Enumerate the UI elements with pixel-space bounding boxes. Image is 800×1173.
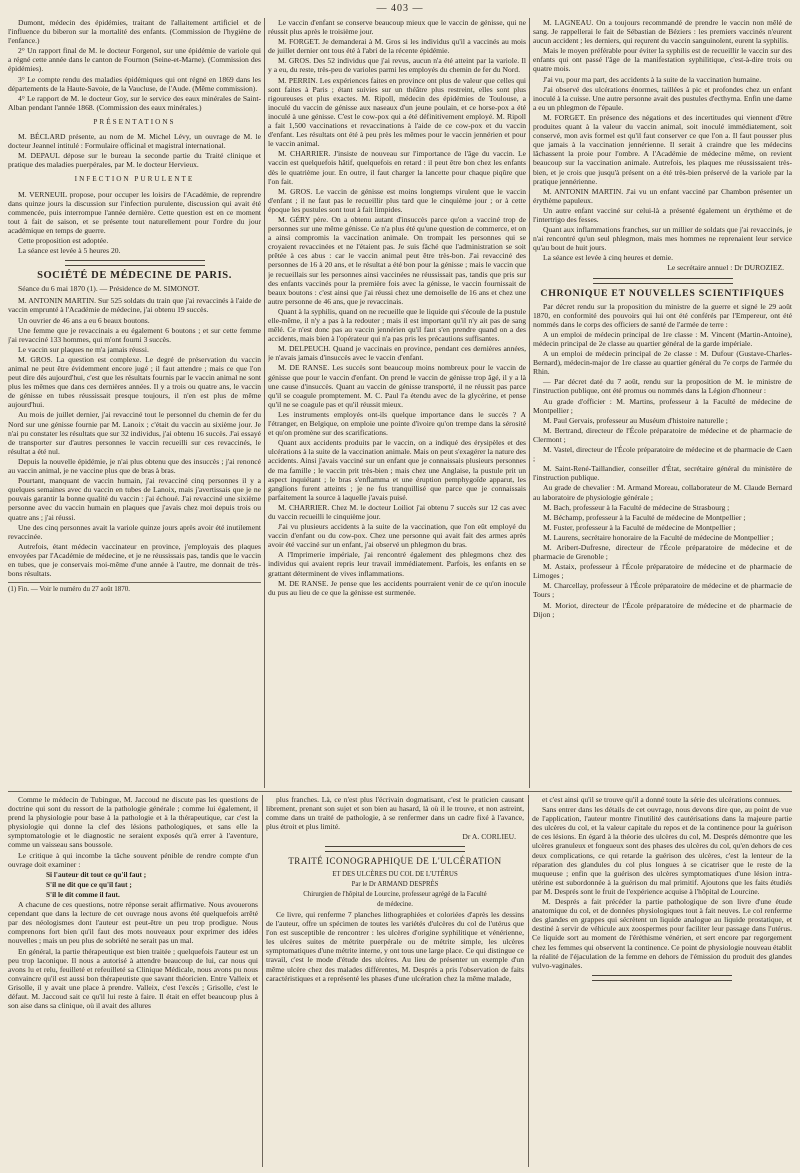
paragraph: Au mois de juillet dernier, j'ai revacciné tout le personnel du chemin de fer du Nord sur une génisse fournie par M. Lanoix ; c'était du vaccin au sixième jour. Je n'ai pu constater les résultats que sur 32 individus, j'ai obtenu 16 succès. J'ai essayé de transporter sur d'autres personnes le vaccin recueilli sur ces revaccinés, le résultat a été nul. <box>8 410 261 456</box>
paragraph: Cette proposition est adoptée. <box>18 235 109 245</box>
paragraph: Pourtant, manquant de vaccin humain, j'ai revacciné cinq personnes il y a quelques semaines avec du vaccin en tubes de Lanoix, mais j'avertissais que je ne pouvais garantir la bonne qualité du vaccin : j'ai échoué. J'ai revacciné une sixième personne avec du vaccin humain en plaques que j'avais chez moi depuis trois ou quatre ans ; j'ai réussi. <box>8 476 261 522</box>
paragraph: 2° Un rapport final de M. le docteur Forgenol, sur une épidémie de variole qui a régné cette année dans le canton de Fournon (Seine-et-Marne). (Commission des épidémies). <box>8 46 261 74</box>
paragraph: M. Després a fait précéder la partie pathologique de son livre d'une étude anatomique du col, et de données physiologiques tout à fait neuves. Le col renferme des glandes en grappes qui sécrètent un liquide analogue au liquide prostatique, et destiné à servir de véhicule aux zoospermes pour faciliter leur passage dans l'utérus. Ce liquide sort au moment de l'éréthisme vénérien, et sert encore par regorgement chez les femmes qui observent la continence. Ce point de physiologie nouveau établit la réalité de l'éjaculation de la femme en dehors de l'émission du produit des glandes vulvo-vaginales. <box>532 897 792 970</box>
paragraph: M. Charcellay, professeur à l'École préparatoire de médecine et de pharmacie de Tours ; <box>533 581 792 600</box>
ornament-rule <box>592 975 732 981</box>
bottom-column-3 <box>532 795 792 1167</box>
verse-line: S'il ne dit que ce qu'il faut ; <box>46 879 132 889</box>
paragraph: M. GROS. Le vaccin de génisse est moins longtemps virulent que le vaccin d'enfant ; il ne faut pas le recueillir plus tard que le cinquième jour ; or à cette époque les pustules sont tout à fait limpides. <box>268 186 526 214</box>
verse-line: S'il le dit comme il faut. <box>46 889 120 899</box>
paragraph: J'ai vu, pour ma part, des accidents à la suite de la vaccination humaine. <box>543 74 762 84</box>
paragraph: Le critique à qui incombe la tâche souvent pénible de rendre compte d'un ouvrage doit examiner : <box>8 850 258 869</box>
paragraph: M. Paul Gervais, professeur au Muséum d'histoire naturelle ; <box>543 415 728 425</box>
signature-line: Le secrétaire annuel : Dr DUROZIEZ. <box>667 263 784 273</box>
paragraph: M. LAGNEAU. On a toujours recommandé de prendre le vaccin non mêlé de sang. Je rappellerai le fait de Sébastian de Béziers : les premiers vaccinés n'eurent aucun accident ; les derniers, qui reçurent du vaccin sanguinolent, eurent la syphilis. <box>533 18 792 46</box>
paragraph: La séance est levée à cinq heures et demie. <box>543 253 674 263</box>
paragraph: M. DELPEUCH. Quand je vaccinais en province, pendant ces dernières années, je n'avais jamais d'insuccès avec le vaccin d'enfant. <box>268 344 526 363</box>
paragraph: A l'Imprimerie impériale, j'ai rencontré également des phlegmons chez des individus qui avaient repris leur travail immédiatement. Parfois, les enfants en se grattant déterminent de vives inflammations. <box>268 550 526 578</box>
paragraph: M. ANTONIN MARTIN. Sur 525 soldats du train que j'ai revaccinés à l'aide de vaccin emprunté à l'Académie de médecine, j'ai obtenu 19 succès. <box>8 296 261 315</box>
verse-line: Si l'auteur dit tout ce qu'il faut ; <box>46 869 147 879</box>
review-affiliation: de médecine. <box>377 900 413 908</box>
paragraph: A chacune de ces questions, notre réponse serait affirmative. Nous avouerons cependant que dans la lecture de cet ouvrage nous avons été quelquefois arrêté par des néologismes dont l'auteur est peut-être un peu trop prodigue. Nous comprenons fort bien qu'il faut des mots nouveaux pour exprimer des idées nouvelles ; mais un peu plus de sobriété ne serait pas un mal. <box>8 900 258 946</box>
ornament-rule <box>593 278 733 284</box>
paragraph: M. Astaix, professeur à l'École préparatoire de médecine et de pharmacie de Limoges ; <box>533 562 792 581</box>
paragraph: M. Moriot, directeur de l'École préparatoire de médecine et de pharmacie de Dijon ; <box>533 600 792 619</box>
column-divider <box>262 795 263 1167</box>
column-1 <box>8 18 261 788</box>
section-heading-infection: INFECTION PURULENTE <box>74 175 195 184</box>
paragraph: M. Bertrand, directeur de l'École préparatoire de médecine et de pharmacie de Clermont ; <box>533 425 792 444</box>
paragraph: Quant à la syphilis, quand on ne recueille que le liquide qui s'écoule de la pustule elle-même, il n'y a pas à la redouter ; mais il est important qu'il n'y ait pas de sang mêlé. Ce n'est donc pas au vaccin jennérien qu'il faut s'en prendre quand on a des accidents, mais bien à l'opérateur qui n'a pas pris les précautions suffisantes. <box>268 306 526 344</box>
ornament-rule <box>65 260 205 266</box>
paragraph: Au grade de chevalier : M. Armand Moreau, collaborateur de M. Claude Bernard au laboratoire de physiologie générale ; <box>533 483 792 502</box>
paragraph: En général, la partie thérapeutique est bien traitée ; quelquefois l'auteur est un peu trop laconique. Il nous a autorisé à attendre beaucoup de lui, car nous qui avons lu et relu, feuilleté et refeuilleté sa Clinique Médicale, nous avons pu nous convaincre qu'il est aussi bon thérapeutiste que savant théoricien. Entre Valleix et Grisolle, il y avait une place à prendre. Valleix, c'est l'excès ; Grisolle, c'est le défaut. M. Jaccoud sait ce qu'il lui reste à faire. Il était en effet beaucoup plus à son aise dans sa clinique, où il avait des allures <box>8 946 258 1011</box>
paragraph: Le vaccin sur plaques ne m'a jamais réussi. <box>18 344 149 354</box>
chronicle-title: CHRONIQUE ET NOUVELLES SCIENTIFIQUES <box>540 287 785 299</box>
paragraph: M. DE RANSE. Je pense que les accidents pourraient venir de ce qu'on inocule du pus au lieu de ce que la génisse est surmenée. <box>268 578 526 597</box>
paragraph: M. Aribert-Dufresne, directeur de l'École préparatoire de médecine et de pharmacie de Grenoble ; <box>533 542 792 562</box>
column-divider <box>264 18 265 788</box>
paragraph: — Par décret daté du 7 août, rendu sur la proposition de M. le ministre de l'instruction publique, ont été promus ou nommés dans la Légion d'honneur : <box>533 377 792 396</box>
paragraph: 3° Le compte rendu des maladies épidémiques qui ont régné en 1869 dans les départements de la Haute-Savoie, de la Vaucluse, de l'Aude. (Même commission). <box>8 74 261 93</box>
paragraph: Dumont, médecin des épidémies, traitant de l'allaitement artificiel et de l'influence du biberon sur la mortalité des enfants. (Commission de l'hygiène de l'enfance.) <box>8 18 261 46</box>
paragraph: Sans entrer dans les détails de cet ouvrage, nous devons dire que, au point de vue de l'application, l'auteur montre l'inutilité des cautérisations dans la majeure partie des ulcères du col, et la valeur capitale du repos et de la continence pour la guérison de ces lésions. En égard à la théorie des ulcères du col, M. Després démontre que les ulcères granuleux et fongueux sont des phases des ulcères du col, qu'en dehors de ces deux complications, ce qui retarde la guérison des ulcères, c'est la lenteur de la réparation des glandules du col plus longues à se cicatriser que le reste de la muqueuse ; enfin que la guérison des ulcères symptomatiques d'une lésion intra-utérine est subordonnée à la guérison du mal primitif. Ajoutons que les faits étudiés par M. Després sont le fruit de l'expérience acquise à l'hôpital de Lourcine. <box>532 805 792 896</box>
paragraph: J'ai observé des ulcérations énormes, taillées à pic et profondes chez un enfant inoculé à la cuisse. Une autre personne avait des pustules d'ecthyma. Enfin une dame a eu un phlegmon de l'épaule. <box>533 84 792 112</box>
column-divider <box>528 795 529 1167</box>
paragraph: Un autre enfant vacciné sur celui-là a présenté également un érythème et de l'intertrigo des fesses. <box>533 205 792 224</box>
paragraph: A un emploi de médecin principal de 1re classe : M. Vincent (Martin-Antoine), médecin principal de 2e classe au quartier général de la garde impériale. <box>533 329 792 348</box>
paragraph: A un emploi de médecin principal de 2e classe : M. Dufour (Gustave-Charles-Bernard), médecin-major de 1re classe au quartier général du 7e corps de l'armée du Rhin. <box>533 349 792 377</box>
page-number: — 403 — <box>376 3 424 14</box>
paragraph: M. DEPAUL dépose sur le bureau la seconde partie du Traité clinique et pratique des maladies puerpérales, par M. le docteur Hervieux. <box>8 151 261 170</box>
paragraph: M. Laurens, secrétaire honoraire de la Faculté de médecine de Montpellier ; <box>543 532 774 542</box>
paragraph: plus franches. Là, ce n'est plus l'écrivain dogmatisant, c'est le praticien causant librement, prenant son sujet et son bien au hasard, là où il le trouve, et non astreint, comme dans un traité de pathologie, à se renfermer dans un cadre fixé à l'avance, plus étroit et plus limité. <box>266 795 524 832</box>
society-title: SOCIÉTÉ DE MÉDECINE DE PARIS. <box>37 270 232 282</box>
paragraph: J'ai vu plusieurs accidents à la suite de la vaccination, que l'on eût employé du vaccin d'enfant ou du cow-pox. Chez une personne qui avait fait des armes après avoir été vacciné sur un enfant, j'ai observé un phlegmon du bras. <box>268 522 526 550</box>
session-line: Séance du 6 mai 1870 (1). — Présidence de M. SIMONOT. <box>18 284 200 294</box>
paragraph: Les instruments employés ont-ils quelque importance dans le succès ? A l'étranger, en Belgique, on emploie une pointe d'ivoire qu'on trempe dans la sérosité et qu'on promène sur des scarifications. <box>268 409 526 438</box>
paragraph: Une des cinq personnes avait la variole quinze jours après avoir été inutilement revaccinée. <box>8 522 261 541</box>
paragraph: et c'est ainsi qu'il se trouve qu'il a donné toute la série des ulcérations connues. <box>542 795 781 804</box>
paragraph: Autrefois, étant médecin vaccinateur en province, j'employais des plaques envoyées par l'Académie de médecine, et je ne réussissais pas, tandis que le vaccin en tubes, que je conservais moi-même d'une année à l'autre, me donnait de très-bons résultats. <box>8 541 261 579</box>
paragraph: M. BÉCLARD présente, au nom de M. Michel Lévy, un ouvrage de M. le docteur Jeannel intitulé : Formulaire officinal et magistral international. <box>8 132 261 151</box>
paragraph: M. Fuster, professeur à la Faculté de médecine de Montpellier ; <box>543 522 736 532</box>
paragraph: 4° Le rapport de M. le docteur Goy, sur le service des eaux minérales de Saint-Alban pendant l'année 1868. (Commission des eaux minérales.) <box>8 93 261 112</box>
bottom-column-1 <box>8 795 258 1167</box>
section-heading-presentations: PRÉSENTATIONS <box>93 117 176 126</box>
review-author: Par le Dr ARMAND DESPRÈS <box>351 880 439 888</box>
paragraph: M. ANTONIN MARTIN. J'ai vu un enfant vacciné par Chambon présenter un érythème papuleux. <box>533 186 792 205</box>
paragraph: Une femme que je revaccinais a eu également 6 boutons ; et sur cette femme j'ai revacciné 133 hommes, qui m'ont fourni 3 succès. <box>8 325 261 344</box>
column-2 <box>268 18 526 788</box>
review-title: TRAITÉ ICONOGRAPHIQUE DE L'ULCÉRATION <box>288 856 502 867</box>
review-subtitle: ET DES ULCÈRES DU COL DE L'UTÉRUS <box>332 870 458 878</box>
footnote: (1) Fin. — Voir le numéro du 27 août 1870. <box>8 582 261 594</box>
paragraph: M. VERNEUIL propose, pour occuper les loisirs de l'Académie, de reprendre dans quinze jours la discussion sur l'infection purulente, discussion qui avait été commencée, puis interrompue l'année dernière. Cette question est en ce moment tout à fait de saison, et se présente tout naturellement pour l'ordre du jour académique en temps de guerre. <box>8 189 261 235</box>
paragraph: M. PERRIN. Les expériences faites en province ont plus de valeur que celles qui sont faites à Paris ; étant suivies sur un théâtre plus restreint, elles sont plus rigoureuses et plus exactes. M. Ripoll, médecin des épidémies de Toulouse, a inoculé du vaccin de génisse aux naseaux d'un jeune poulain, et ce horse-pox a été inoculé à une génisse. C'est le cow-pox qui a été définitivement employé. M. Ripoll a fait 1,500 vaccinations et revaccinations à l'aide de ce cow-pox et du vaccin d'enfant. Les résultats ont été à peu près les mêmes pour le vaccin jennérien et pour le vaccin animal. <box>268 75 526 149</box>
paragraph: Le vaccin d'enfant se conserve beaucoup mieux que le vaccin de génisse, qui ne réussit plus après le troisième jour. <box>268 18 526 37</box>
column-divider <box>529 18 530 788</box>
paragraph: M. GROS. Des 52 individus que j'ai revus, aucun n'a été atteint par la variole. Il y a eu, du reste, très-peu de varioles parmi les employés du chemin de fer du Nord. <box>268 56 526 75</box>
paragraph: Un ouvrier de 46 ans a eu 6 beaux boutons. <box>18 315 150 325</box>
paragraph: Quant aux accidents produits par le vaccin, on a indiqué des érysipèles et des ulcérations à la suite de la vaccination animale. Mais on peut s'exagérer la nature des accidents. Ainsi j'avais vacciné sur un enfant que je connaissais plusieurs personnes de ma famille ; le vaccin prit très-bien ; mais chez une Anglaise, la pustule prit un aspect inquiétant ; le bras s'enflamma et une éruption pemphygoïde apparut, les ganglions furent atteints ; je ne fus tranquillisé que parce que je connaissais parfaitement la source à laquelle j'avais puisé. <box>268 438 526 502</box>
paragraph: M. DE RANSE. Les succès sont beaucoup moins nombreux pour le vaccin de génisse que pour le vaccin d'enfant. On prend le vaccin de génisse trop âgé, il y a là une cause d'insuccès. Quant au vaccin de génisse transporté, il ne réussit pas parce qu'il se coagule promptement. M. C. Paul l'a étendu avec de la glycérine, et pense qu'il ne se coagule pas et qu'il réussit mieux. <box>268 363 526 409</box>
bottom-column-2 <box>266 795 524 1167</box>
paragraph: M. Vastel, directeur de l'École préparatoire de médecine et de pharmacie de Caen ; <box>533 445 792 464</box>
paragraph: M. FORGET. En présence des négations et des incertitudes qui viennent d'être produites quant à la valeur du vaccin animal, soit inoculé immédiatement, soit conservé, mon avis formel est qu'il faut conserver ce que l'on a. Il faut pousser plus que jamais à la vaccination jennérienne. Il serait à craindre que les médecins lâchassent la proie pour l'ombre. A l'Académie de médecine même, on revient beaucoup sur la vaccination animale. Autrefois, les plaques me réussissaient très-bien, et je crois que jusqu'à présent on a été très-bien préservé de la variole par la pratique jennérienne. <box>533 112 792 186</box>
review-affiliation: Chirurgien de l'hôpital de Lourcine, professeur agrégé de la Faculté <box>303 890 487 898</box>
paragraph: M. Saint-René-Taillandier, conseiller d'État, secrétaire général du ministère de l'instruction publique. <box>533 464 792 483</box>
signature-line: Dr A. CORLIEU. <box>462 832 516 842</box>
paragraph: Ce livre, qui renferme 7 planches lithographiées et coloriées d'après les dessins de l'auteur, offre un spécimen de toutes les variétés d'ulcères du col de l'utérus que l'on est susceptible de rencontrer : les ulcères d'origine syphilitique et vénérienne, les ulcères suites de métrite puerpérale ou de métrite simple, les ulcères symptomatiques d'une métrite interne, y ont tous une large place. Ce qui distingue ce travail, c'est le mode d'étude des ulcères. Au lieu de présenter un exemple d'un même ulcère chez des malades différentes, M. Després a pris l'observation de faits caractéristiques et a représenté les phases d'une ulcération chez la même malade, <box>266 909 524 983</box>
paragraph: La séance est levée à 5 heures 20. <box>18 246 121 256</box>
paragraph: Par décret rendu sur la proposition du ministre de la guerre et signé le 29 août 1870, en conformité des pouvoirs qui lui ont été conférés par l'Empereur, ont été nommés dans le corps des officiers de santé de l'armée de terre : <box>533 301 792 329</box>
paragraph: Au grade d'officier : M. Martins, professeur à la Faculté de médecine de Montpellier ; <box>533 396 792 415</box>
column-3 <box>533 18 792 788</box>
paragraph: Comme le médecin de Tubingue, M. Jaccoud ne discute pas les questions de doctrine qui sont du ressort de la pathologie générale ; comme lui également, il prend la physiologie pour base à la pathologie et à la thérapeutique, car c'est la physiologie qui donne la clef des lésions pathologiques, et sans elle la symptomatologie et le diagnostic ne seraient exposés qu'à errer à l'aventure, comme un vaisseau sans boussole. <box>8 795 258 850</box>
paragraph: Mais le moyen préférable pour éviter la syphilis est de recueillir le vaccin sur des enfants qui ont passé l'âge de la manifestation syphilitique, c'est-à-dire trois ou quatre mois. <box>533 46 792 74</box>
paragraph: M. Bach, professeur à la Faculté de médecine de Strasbourg ; <box>543 502 730 512</box>
paragraph: M. FORGET. Je demanderai à M. Gros si les individus qu'il a vaccinés au mois de juillet dernier ont tous été à l'abri de la récente épidémie. <box>268 37 526 56</box>
paragraph: M. GÉRY père. On a obtenu autant d'insuccès parce qu'on a vacciné trop de personnes sur une même génisse. Ce n'a plus été qu'une question de commerce, et on a ainsi compromis la vaccination animale. On trompait les personnes qui se croyaient revaccinées et ne l'étaient pas. Je suis fâché que l'administration se soit prêtée à ces abus : car le vaccin animal peut être très-bon. J'ai revacciné des personnes de 16 à 20 ans, et le résultat a été bon pour la génisse ; mais le vaccin que je recueillais sur les personnes ainsi vaccinées ne réussissait pas, tandis que pris sur des enfants vaccinés pour la première fois avec la génisse, le vaccin fournissait de beaux boutons : c'est ainsi que j'ai réussi chez une demoiselle de 16 ans et chez une autre personne de 46 ans, que je revaccinais. <box>268 214 526 306</box>
ornament-rule <box>325 846 465 852</box>
paragraph: Quant aux inflammations franches, sur un millier de soldats que j'ai revaccinés, je n'ai rencontré qu'un seul phlegmon, mais mes hommes ne reprenaient leur service qu'au bout de huit jours. <box>533 225 792 253</box>
paragraph: M. Béchamp, professeur à la Faculté de médecine de Montpellier ; <box>543 512 746 522</box>
paragraph: M. CHARRIER. Chez M. le docteur Loiliot j'ai obtenu 7 succès sur 12 cas avec du vaccin recueilli le cinquième jour. <box>268 502 526 521</box>
paragraph: M. CHARRIER. J'insiste de nouveau sur l'importance de l'âge du vaccin. Le vaccin est quelquefois hâtif, quelquefois en retard : il peut être bon chez les enfants dès le quatrième jour. En outre, il faut charger la lancette pour chaque piqûre que l'on fait. <box>268 149 526 186</box>
paragraph: M. GROS. La question est complexe. Le degré de préservation du vaccin animal ne peut être évidemment encore jugé ; il faut attendre ; mais ce que l'on peut dire dès aujourd'hui, c'est que les résultats fournis par le vaccin animal ne sont plus les mêmes que dans ces dernières années. Il y a trois ou quatre ans, le vaccin de génisse en tubes réussissait presque toujours, il n'en est plus de même aujourd'hui. <box>8 354 261 410</box>
section-divider <box>8 791 792 792</box>
paragraph: Depuis la nouvelle épidémie, je n'ai plus obtenu que des insuccès ; j'ai renoncé au vaccin animal, je ne vaccine plus que de bras à bras. <box>8 456 261 476</box>
